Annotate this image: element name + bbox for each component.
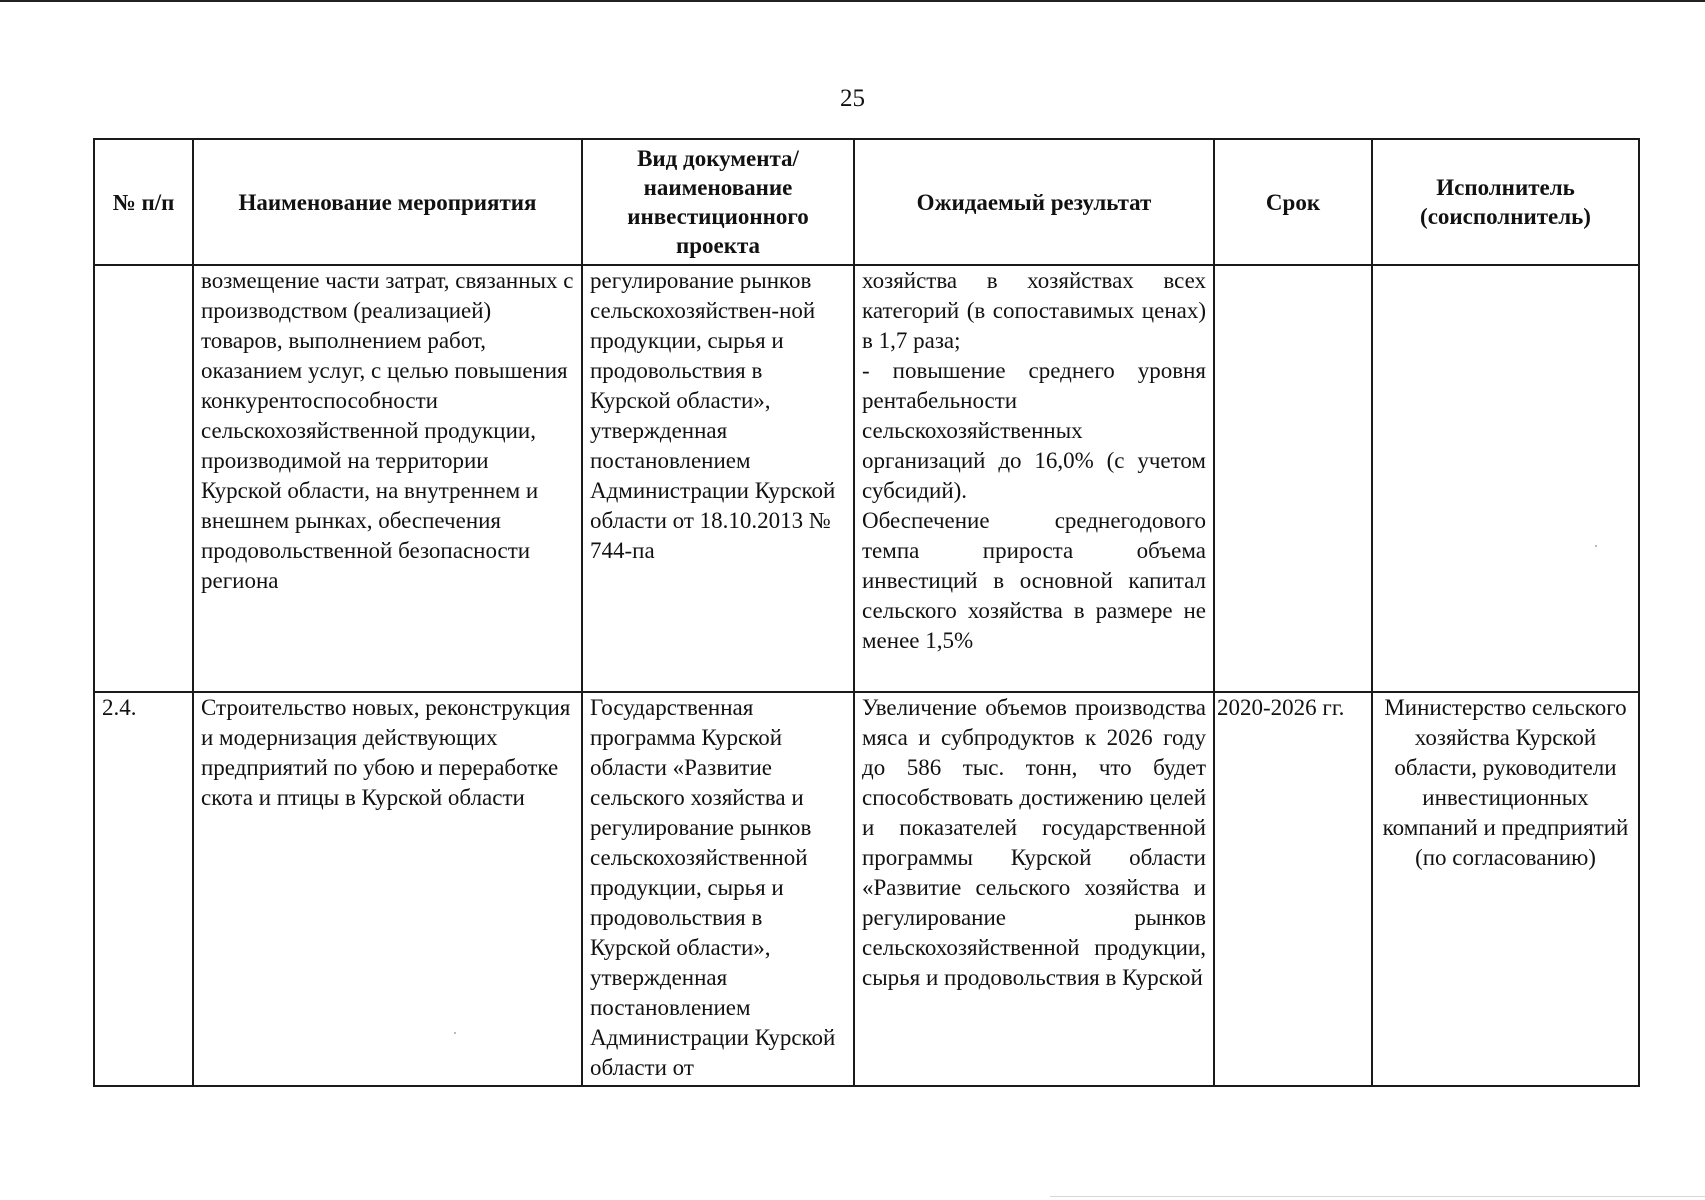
header-doc: Вид документа/ наименование инвестиционного проекта	[582, 139, 854, 265]
scan-bottom-edge	[1050, 1196, 1705, 1197]
row-num-cell	[94, 265, 193, 692]
row-term-cell: 2020-2026 гг.	[1214, 692, 1372, 1086]
header-result: Ожидаемый результат	[854, 139, 1214, 265]
row-num-cell: 2.4.	[94, 692, 193, 1086]
header-term: Срок	[1214, 139, 1372, 265]
row-result-cell: хозяйства в хозяйствах всех категорий (в сопоставимых ценах) в 1,7 раза; - повышение среднего уровня рентабельности сельскохозяйственных организаций до 16,0% (с учетом субсидий). Обеспечение среднегодового темпа прироста объема инвестиций в основной капитал сельского хозяйства в размере не менее 1,5%	[854, 265, 1214, 692]
page-number: 25	[840, 85, 865, 112]
row-result-cell: Увеличение объемов производства мяса и субпродуктов к 2026 году до 586 тыс. тонн, что будет способствовать достижению целей и показателей государственной программы Курской области «Развитие сельского хозяйства и регулирование рынков сельскохозяйственной продукции, сырья и продовольствия в Курской	[854, 692, 1214, 1086]
table-row	[94, 265, 1639, 692]
row-name-cell: Строительство новых, реконструкция и модернизация действующих предприятий по убою и переработке скота и птицы в Курской области	[193, 692, 582, 1086]
header-num: № п/п	[94, 139, 193, 265]
action-plan-table	[93, 138, 1640, 1087]
row-term-cell	[1214, 265, 1372, 692]
row-doc-cell: регулирование рынков сельскохозяйствен-ной продукции, сырья и продовольствия в Курской области», утвержденная постановлением Администрации Курской области от 18.10.2013 № 744-па	[582, 265, 854, 692]
row-doc-cell: Государственная программа Курской области «Развитие сельского хозяйства и регулирование рынков сельскохозяйственной продукции, сырья и продовольствия в Курской области», утвержденная постановлением Администрации Курской области от	[582, 692, 854, 1086]
table-header-row	[94, 139, 1639, 265]
scan-speck	[1595, 545, 1597, 547]
row-executor-cell: Министерство сельского хозяйства Курской области, руководители инвестиционных компаний и предприятий (по согласованию)	[1372, 692, 1639, 1086]
header-name: Наименование мероприятия	[193, 139, 582, 265]
row-name-cell: возмещение части затрат, связанных с производством (реализацией) товаров, выполнением работ, оказанием услуг, с целью повышения конкурентоспособности сельскохозяйственной продукции, производимой на территории Курской области, на внутреннем и внешнем рынках, обеспечения продовольственной безопасности региона	[193, 265, 582, 692]
scan-speck	[454, 1032, 456, 1034]
row-executor-cell	[1372, 265, 1639, 692]
header-executor: Исполнитель (соисполнитель)	[1372, 139, 1639, 265]
scan-top-edge	[0, 0, 1705, 2]
table-row	[94, 692, 1639, 1086]
